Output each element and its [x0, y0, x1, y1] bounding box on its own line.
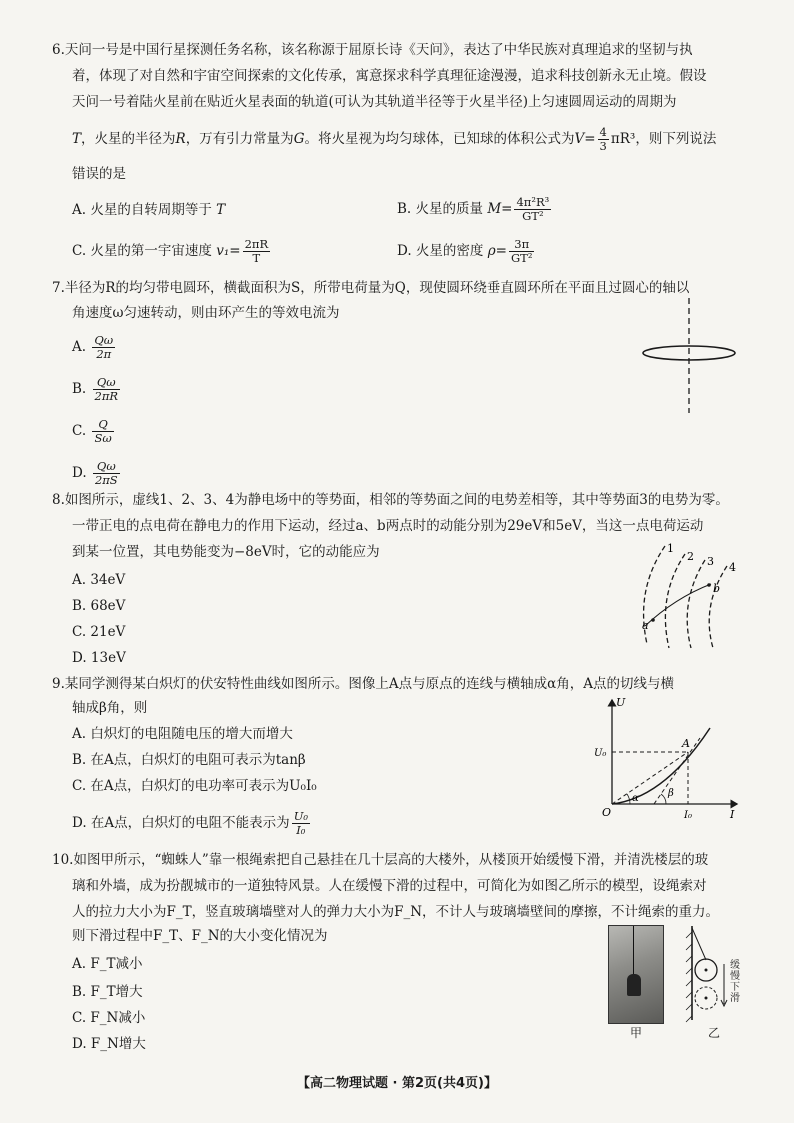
q10-line4: 则下滑过程中F_T、F_N的大小变化情况为 [72, 928, 328, 944]
den: T [252, 251, 261, 265]
equipotential-4 [709, 566, 727, 648]
num: 3π [509, 238, 534, 252]
den: 2πR [94, 389, 119, 403]
q7-line2: 角速度ω匀速转动，则由环产生的等效电流为 [72, 305, 340, 321]
equipotential-3 [687, 560, 705, 648]
text: ，则下列说法 [635, 131, 717, 147]
var-R: R [175, 131, 186, 147]
q6-line1: 6.天问一号是中国行星探测任务名称，该名称源于屈原长诗《天问》，表达了中华民族对真理追求的坚韧与执 [52, 42, 693, 58]
q10-line1: 10.如图甲所示，“蜘蛛人”靠一根绳索把自己悬挂在几十层高的大楼外，从楼顶开始缓慢下滑，并清洗楼层的玻 [52, 852, 709, 868]
person-silhouette [627, 974, 641, 996]
num: Q [92, 418, 113, 432]
q6-option-d [397, 238, 536, 265]
caption-jia: 甲 [630, 1026, 643, 1040]
q6-line2: 着，体现了对自然和宇宙空间探索的文化传承，寓意探求科学真理征途漫漫，追求科技创新永无止境。假设 [72, 68, 707, 84]
caption-yi: 乙 [708, 1026, 721, 1040]
q9-option-d [72, 810, 312, 837]
var: T [216, 202, 226, 218]
q8-line2: 一带正电的点电荷在静电力的作用下运动，经过a、b两点时的动能分别为29eV和5eV，当这一点电荷运动 [72, 518, 704, 534]
label-point-a: A [682, 737, 690, 750]
frac [93, 376, 121, 403]
q8-option-d: D. 13eV [72, 650, 126, 666]
q10-option-c: C. F_N减小 [72, 1010, 146, 1026]
page-footer: 【高二物理试题 · 第2页(共4页)】 [297, 1076, 497, 1091]
text: A. 火星的自转周期等于 [72, 202, 212, 218]
frac [514, 196, 551, 223]
label: D. [72, 465, 87, 481]
label: A. [72, 339, 87, 355]
q6-line3: 天问一号着陆火星前在贴近火星表面的轨道(可认为其轨道半径等于火星半径)上匀速圆周运动的周期为 [72, 94, 677, 110]
q9-option-a: A. 白炽灯的电阻随电压的增大而增大 [72, 726, 293, 742]
point-a [651, 618, 655, 622]
secant-line [612, 752, 688, 804]
label-2: 2 [687, 550, 694, 563]
den: GT² [510, 251, 533, 265]
frac [92, 418, 113, 445]
var-T: T [72, 131, 82, 147]
frac [292, 810, 310, 837]
num: Qω [93, 376, 121, 390]
num: Qω [93, 460, 120, 474]
q6-option-b [397, 196, 553, 223]
ball-center-lower [705, 997, 708, 1000]
spiderman-photo [608, 925, 664, 1024]
q7-option-b [72, 376, 122, 403]
q10-option-b: B. F_T增大 [72, 984, 143, 1000]
iv-curve-figure [592, 694, 742, 822]
point-b [707, 583, 711, 587]
num: 4 [599, 125, 607, 139]
q9-line2: 轴成β角，则 [72, 700, 148, 716]
num: Qω [94, 333, 114, 347]
num: 2πR [244, 237, 269, 251]
q10-option-a: A. F_T减小 [72, 956, 143, 972]
iv-curve [612, 728, 710, 804]
frac [243, 238, 271, 265]
q6-line5: 错误的是 [72, 166, 126, 182]
q8-line3: 到某一位置，其电势能变为−8eV时，它的动能应为 [72, 544, 380, 560]
den: Sω [94, 431, 112, 445]
label-origin: O [602, 806, 612, 819]
var-G: G [293, 131, 305, 147]
q8-option-a: A. 34eV [72, 572, 126, 588]
slide-label: 缓慢下滑 [730, 960, 740, 1004]
q8-option-b: B. 68eV [72, 598, 126, 614]
q6-line4 [72, 126, 716, 153]
lhs: M= [487, 201, 513, 217]
q9-option-c: C. 在A点，白炽灯的电功率可表示为U₀I₀ [72, 778, 317, 794]
q8-option-c: C. 21eV [72, 624, 126, 640]
label-4: 4 [729, 561, 736, 574]
den: GT² [522, 209, 544, 223]
den: 3 [599, 139, 607, 153]
rope-line [692, 928, 706, 960]
label: B. [72, 381, 87, 397]
lhs: ρ= [487, 243, 507, 259]
beta-arc [661, 794, 666, 804]
num: 4π²R³ [516, 195, 550, 209]
label-beta: β [668, 788, 674, 799]
text: ，火星的半径为 [81, 131, 176, 147]
equipotential-2 [665, 554, 685, 648]
vol-rest: πR³ [610, 131, 636, 147]
q6-option-c [72, 238, 272, 265]
charge-trajectory [645, 584, 711, 626]
q10-line2: 璃和外墙，成为扮靓城市的一道独特风景。人在缓慢下滑的过程中，可简化为如图乙所示的模型，设绳索对 [72, 878, 707, 894]
den: 2πS [94, 473, 118, 487]
label-u0: U₀ [594, 748, 607, 759]
q7-line1: 7.半径为R的均匀带电圆环，横截面积为S，所带电荷量为Q，现使圆环绕垂直圆环所在平面且过圆心的轴以 [52, 280, 690, 296]
frac [509, 238, 534, 265]
alpha-arc [627, 794, 630, 804]
q8-line1: 8.如图所示，虚线1、2、3、4为静电场中的等势面，相邻的等势面之间的电势差相等，其中等势面3的电势为零。 [52, 492, 729, 508]
q10-line3: 人的拉力大小为F_T，竖直玻璃墙壁对人的弹力大小为F_N，不计人与玻璃墙壁间的摩擦，不计绳索的重力。 [72, 904, 720, 920]
ring-figure [630, 298, 740, 416]
num: U₀ [293, 809, 308, 823]
ball-center [705, 969, 708, 972]
text: D. 在A点，白炽灯的电阻不能表示为 [72, 815, 290, 831]
q7-option-c [72, 418, 116, 445]
q10-option-d: D. F_N增大 [72, 1036, 146, 1052]
label-1: 1 [667, 542, 674, 555]
text: ，万有引力常量为 [185, 131, 294, 147]
vol-frac [598, 126, 609, 153]
den: I₀ [296, 823, 306, 837]
q9-option-b: B. 在A点，白炽灯的电阻可表示为tanβ [72, 752, 306, 768]
q9-line1: 9.某同学测得某白炽灯的伏安特性曲线如图所示。图像上A点与原点的连线与横轴成α角，A点的切线与横 [52, 676, 674, 692]
label-a: a [642, 619, 649, 632]
q6-option-a [72, 200, 225, 220]
text: C. 火星的第一宇宙速度 [72, 243, 212, 259]
frac [92, 334, 115, 361]
text: B. 火星的质量 [397, 201, 484, 217]
den: 2π [96, 347, 112, 361]
lhs: v₁= [216, 243, 241, 259]
q7-option-d [72, 460, 122, 487]
label-u: U [616, 696, 626, 709]
vol-lhs: V= [574, 131, 596, 147]
wall-hatching [686, 932, 692, 1022]
text: 。将火星视为均匀球体，已知球的体积公式为 [304, 131, 575, 147]
equipotential-figure [625, 540, 745, 650]
frac [93, 460, 120, 487]
label-3: 3 [707, 555, 714, 568]
q7-option-a [72, 334, 117, 361]
label: C. [72, 423, 87, 439]
rope [633, 926, 634, 976]
text: D. 火星的密度 [397, 243, 484, 259]
label-b: b [713, 582, 721, 595]
label-i: I [730, 808, 735, 821]
label-alpha: α [632, 793, 639, 804]
label-i0: I₀ [684, 810, 692, 821]
